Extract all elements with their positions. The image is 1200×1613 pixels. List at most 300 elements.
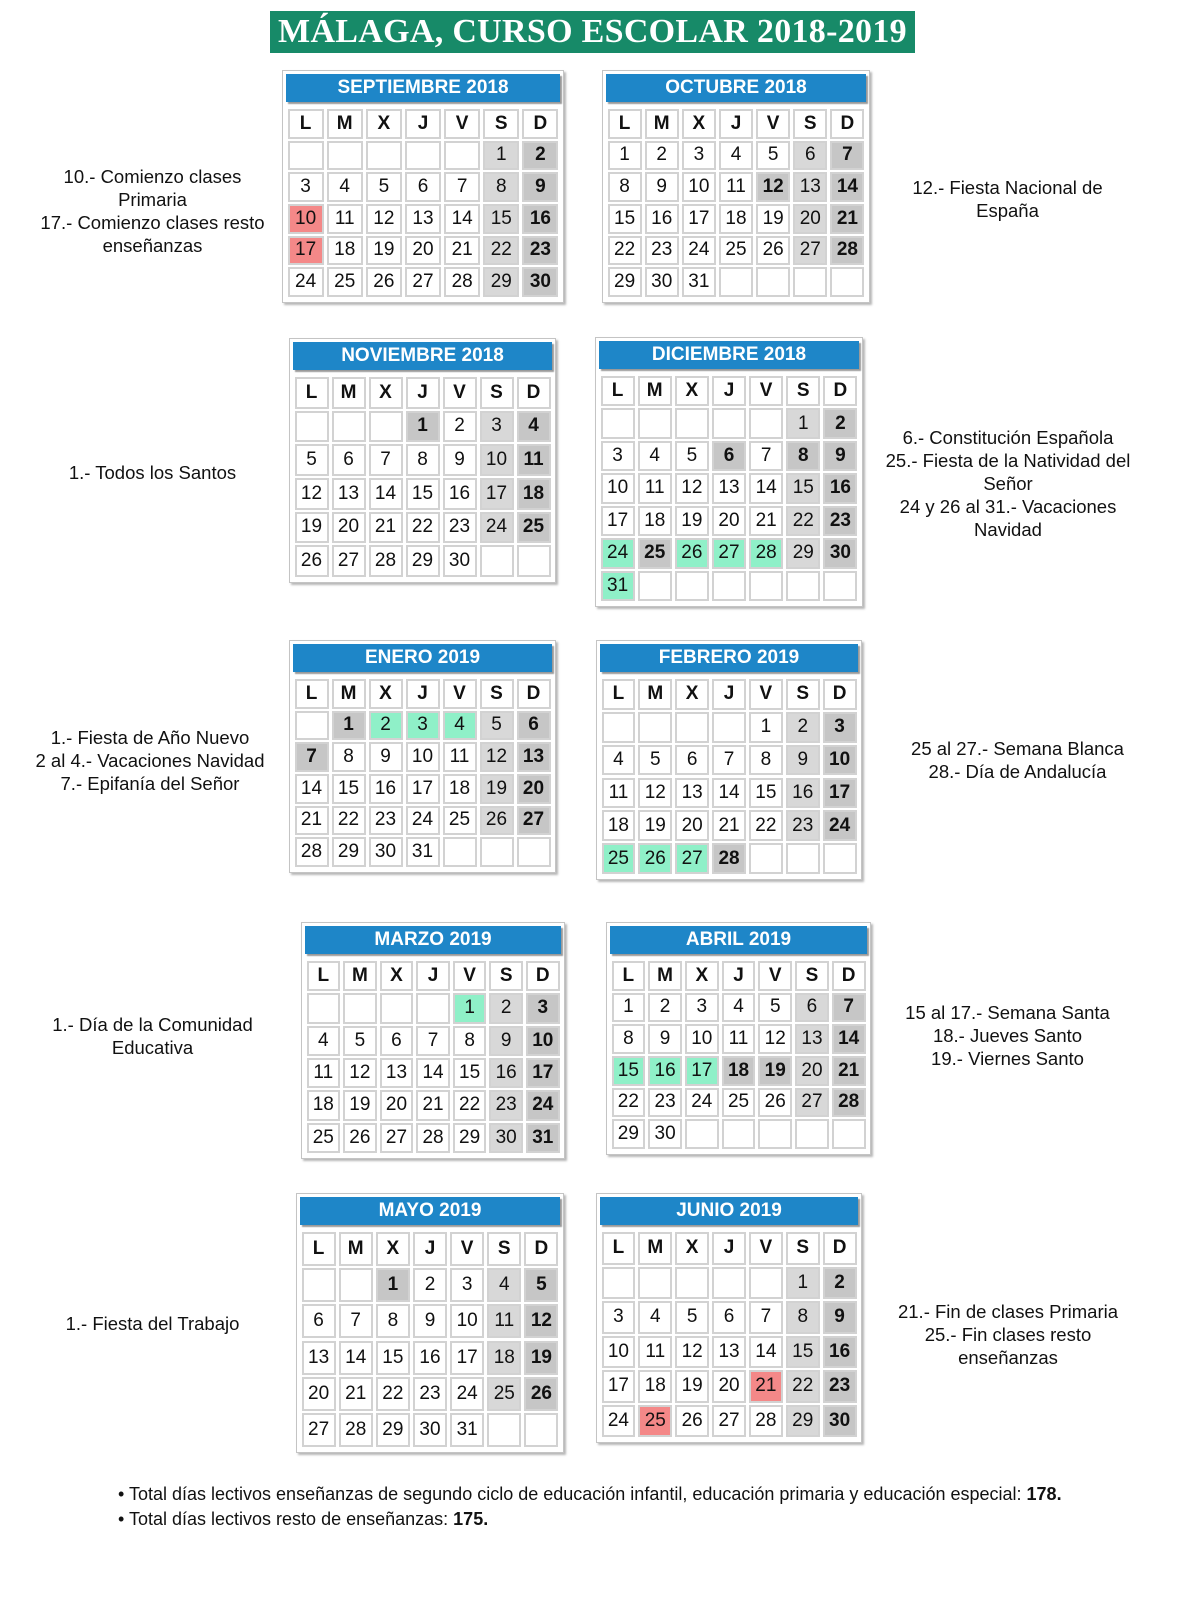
day-cell: 27 [302, 1413, 336, 1447]
day-cell: 8 [332, 742, 366, 772]
day-cell: 7 [416, 1026, 450, 1056]
day-cell: 18 [487, 1341, 521, 1375]
day-cell: 4 [443, 711, 477, 741]
week-row [286, 203, 560, 235]
month-header: SEPTIEMBRE 2018 [286, 74, 560, 102]
weekday-label: S [480, 679, 514, 709]
week-row [300, 1376, 560, 1412]
day-cell: 27 [405, 267, 441, 297]
empty-cell [524, 1413, 558, 1447]
day-cell: 18 [307, 1090, 341, 1120]
weekday-label: X [675, 1232, 709, 1265]
week-row [286, 266, 560, 298]
day-cell: 21 [444, 236, 480, 266]
day-cell: 15 [786, 1336, 820, 1369]
empty-cell [830, 267, 864, 297]
day-cell: 4 [327, 172, 363, 202]
day-cell: 9 [522, 172, 558, 202]
week-row [599, 505, 859, 537]
day-cell: 8 [453, 1026, 487, 1056]
note-line: 18.- Jueves Santo [932, 1025, 1083, 1046]
calendar-november-2018 [289, 338, 556, 583]
day-cell: 3 [823, 712, 857, 743]
day-cell: 6 [380, 1026, 414, 1056]
month-header: ABRIL 2019 [610, 926, 867, 954]
day-cell: 21 [832, 1056, 866, 1086]
weekday-label: J [406, 679, 440, 709]
week-row [599, 407, 859, 439]
day-cell: 2 [648, 993, 682, 1023]
month-header: OCTUBRE 2018 [606, 74, 866, 102]
empty-cell [380, 993, 414, 1023]
day-cell: 3 [480, 411, 514, 443]
day-cell: 29 [453, 1123, 487, 1153]
note-line: 6.- Constitución Española [902, 427, 1114, 448]
day-cell: 18 [638, 1370, 672, 1403]
day-cell: 13 [380, 1058, 414, 1088]
weekday-label: J [712, 376, 746, 406]
day-cell: 7 [749, 1301, 783, 1334]
day-cell: 17 [450, 1341, 484, 1375]
note-line: 1.- Todos los Santos [68, 462, 237, 483]
day-cell: 29 [376, 1413, 410, 1447]
month-header: JUNIO 2019 [600, 1197, 858, 1225]
empty-cell [712, 712, 746, 743]
weekday-label: X [675, 679, 709, 710]
footer-line2-value: 175. [453, 1509, 489, 1529]
day-cell: 16 [645, 204, 679, 234]
day-cell: 4 [638, 1301, 672, 1334]
day-cell: 6 [793, 141, 827, 171]
weekday-label: V [756, 109, 790, 139]
day-cell: 16 [823, 1336, 857, 1369]
day-cell: 13 [517, 742, 551, 772]
empty-cell [675, 1267, 709, 1300]
week-row [305, 1089, 561, 1121]
day-cell: 8 [749, 745, 783, 776]
calendar-september-2018 [282, 70, 564, 303]
day-cell: 7 [832, 993, 866, 1023]
empty-cell [758, 1119, 792, 1149]
day-cell: 9 [443, 444, 477, 476]
day-cell: 11 [638, 473, 672, 503]
day-cell: 15 [376, 1341, 410, 1375]
weekday-label: J [406, 377, 440, 409]
footer-line1-text: • Total días lectivos enseñanzas de segundo ciclo de educación infantil, educación primaria y educación especial: [118, 1484, 1027, 1504]
weekday-label: M [638, 1232, 672, 1265]
day-cell: 24 [480, 512, 514, 544]
day-cell: 5 [758, 993, 792, 1023]
day-cell: 17 [601, 506, 635, 536]
day-cell: 28 [832, 1088, 866, 1118]
day-cell: 29 [612, 1119, 646, 1149]
day-cell: 29 [483, 267, 519, 297]
day-cell: 19 [638, 810, 672, 841]
day-cell: 11 [602, 778, 636, 809]
day-cell: 19 [295, 512, 329, 544]
week-row [300, 1340, 560, 1376]
day-cell: 4 [602, 745, 636, 776]
note-line: Señor [983, 473, 1033, 494]
week-row [293, 511, 552, 545]
page-title: MÁLAGA, CURSO ESCOLAR 2018-2019 [270, 11, 915, 53]
day-cell: 7 [712, 745, 746, 776]
weekday-label: J [719, 109, 753, 139]
day-cell: 11 [487, 1304, 521, 1338]
empty-cell [327, 141, 363, 171]
day-cell: 23 [823, 506, 857, 536]
weekday-label: V [444, 109, 480, 139]
day-cell: 29 [406, 545, 440, 577]
day-cell: 15 [483, 204, 519, 234]
day-cell: 12 [756, 172, 790, 202]
weekday-label: M [638, 679, 672, 710]
week-row [293, 741, 552, 773]
day-cell: 15 [786, 473, 820, 503]
calendar-april-2019 [606, 922, 871, 1155]
weekday-label: L [612, 961, 646, 991]
day-cell: 13 [405, 204, 441, 234]
weekday-row [610, 960, 867, 992]
day-cell: 13 [332, 478, 366, 510]
weekday-row [600, 1231, 858, 1266]
day-cell: 11 [638, 1336, 672, 1369]
day-cell: 18 [719, 204, 753, 234]
week-row [305, 1025, 561, 1057]
weekday-label: V [450, 1232, 484, 1266]
day-cell: 15 [332, 774, 366, 804]
day-cell: 21 [712, 810, 746, 841]
day-cell: 13 [793, 172, 827, 202]
day-cell: 17 [602, 1370, 636, 1403]
day-cell: 14 [295, 774, 329, 804]
footer-line1-value: 178. [1026, 1484, 1062, 1504]
note-line: 24 y 26 al 31.- Vacaciones [899, 496, 1117, 517]
day-cell: 6 [517, 711, 551, 741]
day-cell: 18 [517, 478, 551, 510]
day-cell: 2 [823, 1267, 857, 1300]
empty-cell [795, 1119, 829, 1149]
weekday-label: J [712, 1232, 746, 1265]
weekday-label: J [722, 961, 756, 991]
note-line: 19.- Viernes Santo [931, 1048, 1084, 1069]
week-row [286, 171, 560, 203]
weekday-label: L [602, 1232, 636, 1265]
weekday-row [293, 678, 552, 710]
day-cell: 4 [722, 993, 756, 1023]
day-cell: 1 [332, 711, 366, 741]
note-line: 25.- Fin clases resto [924, 1324, 1092, 1345]
footer-line-resto [118, 1507, 1062, 1532]
day-cell: 31 [406, 837, 440, 867]
weekday-label: D [524, 1232, 558, 1266]
day-cell: 19 [480, 774, 514, 804]
day-cell: 23 [369, 806, 403, 836]
day-cell: 26 [524, 1377, 558, 1411]
week-row [599, 537, 859, 569]
week-row [599, 472, 859, 504]
weekday-label: J [712, 679, 746, 710]
week-row [300, 1412, 560, 1448]
empty-cell [332, 411, 366, 443]
day-cell: 22 [406, 512, 440, 544]
weekday-label: D [517, 377, 551, 409]
day-cell: 1 [608, 141, 642, 171]
weekday-label: X [682, 109, 716, 139]
day-cell: 28 [712, 843, 746, 874]
empty-cell [756, 267, 790, 297]
weekday-label: L [295, 377, 329, 409]
day-cell: 13 [795, 1024, 829, 1054]
empty-cell [307, 993, 341, 1023]
day-cell: 10 [823, 745, 857, 776]
day-cell: 31 [450, 1413, 484, 1447]
day-cell: 17 [682, 204, 716, 234]
day-cell: 25 [443, 806, 477, 836]
day-cell: 12 [343, 1058, 377, 1088]
day-cell: 4 [719, 141, 753, 171]
weekday-label: X [376, 1232, 410, 1266]
note-line: 1.- Fiesta de Año Nuevo [50, 727, 250, 748]
day-cell: 19 [756, 204, 790, 234]
day-cell: 14 [712, 778, 746, 809]
week-row [606, 266, 866, 298]
note-october [880, 176, 1135, 222]
empty-cell [443, 837, 477, 867]
day-cell: 10 [601, 473, 635, 503]
weekday-row [286, 108, 560, 140]
day-cell: 17 [480, 478, 514, 510]
weekday-row [600, 678, 858, 711]
day-cell: 4 [307, 1026, 341, 1056]
day-cell: 3 [685, 993, 719, 1023]
day-cell: 21 [830, 204, 864, 234]
empty-cell [602, 712, 636, 743]
day-cell: 11 [327, 204, 363, 234]
day-cell: 5 [524, 1268, 558, 1302]
day-cell: 23 [489, 1090, 523, 1120]
day-cell: 14 [416, 1058, 450, 1088]
day-cell: 25 [602, 843, 636, 874]
day-cell: 27 [380, 1123, 414, 1153]
day-cell: 2 [443, 411, 477, 443]
weekday-label: D [522, 109, 558, 139]
day-cell: 16 [648, 1056, 682, 1086]
day-cell: 13 [712, 473, 746, 503]
day-cell: 22 [332, 806, 366, 836]
day-cell: 30 [369, 837, 403, 867]
day-cell: 5 [756, 141, 790, 171]
day-cell: 1 [786, 408, 820, 438]
week-row [610, 992, 867, 1024]
weekday-label: X [380, 961, 414, 991]
note-line: 1.- Día de la Comunidad [52, 1014, 253, 1035]
empty-cell [480, 837, 514, 867]
day-cell: 18 [722, 1056, 756, 1086]
day-cell: 22 [749, 810, 783, 841]
empty-cell [638, 1267, 672, 1300]
day-cell: 2 [645, 141, 679, 171]
empty-cell [749, 1267, 783, 1300]
day-cell: 27 [332, 545, 366, 577]
empty-cell [444, 141, 480, 171]
weekday-label: M [638, 376, 672, 406]
note-line: 7.- Epifanía del Señor [60, 773, 240, 794]
day-cell: 27 [795, 1088, 829, 1118]
day-cell: 24 [288, 267, 324, 297]
week-row [606, 140, 866, 172]
empty-cell [517, 545, 551, 577]
day-cell: 9 [489, 1026, 523, 1056]
week-row [300, 1267, 560, 1303]
footer-line2-text: • Total días lectivos resto de enseñanzas: [118, 1509, 454, 1529]
day-cell: 4 [638, 441, 672, 471]
day-cell: 24 [602, 1405, 636, 1438]
calendar-october-2018 [602, 70, 870, 303]
day-cell: 21 [749, 1370, 783, 1403]
day-cell: 22 [786, 1370, 820, 1403]
weekday-label: L [608, 109, 642, 139]
day-cell: 8 [612, 1024, 646, 1054]
day-cell: 12 [675, 473, 709, 503]
empty-cell [712, 408, 746, 438]
weekday-label: M [332, 679, 366, 709]
day-cell: 13 [675, 778, 709, 809]
day-cell: 20 [380, 1090, 414, 1120]
weekday-label: V [443, 377, 477, 409]
day-cell: 28 [444, 267, 480, 297]
day-cell: 24 [601, 538, 635, 568]
day-cell: 2 [489, 993, 523, 1023]
day-cell: 24 [682, 236, 716, 266]
day-cell: 20 [332, 512, 366, 544]
day-cell: 9 [413, 1304, 447, 1338]
day-cell: 11 [722, 1024, 756, 1054]
day-cell: 2 [823, 408, 857, 438]
empty-cell [832, 1119, 866, 1149]
empty-cell [712, 1267, 746, 1300]
day-cell: 9 [823, 441, 857, 471]
day-cell: 2 [786, 712, 820, 743]
empty-cell [638, 571, 672, 601]
month-header: NOVIEMBRE 2018 [293, 342, 552, 370]
weekday-label: L [602, 679, 636, 710]
week-row [599, 570, 859, 602]
day-cell: 5 [675, 441, 709, 471]
day-cell: 5 [480, 711, 514, 741]
week-row [286, 235, 560, 267]
day-cell: 31 [526, 1123, 560, 1153]
day-cell: 16 [823, 473, 857, 503]
week-row [293, 410, 552, 444]
day-cell: 5 [675, 1301, 709, 1334]
day-cell: 30 [413, 1413, 447, 1447]
week-row [293, 836, 552, 868]
day-cell: 6 [795, 993, 829, 1023]
day-cell: 17 [685, 1056, 719, 1086]
calendar-february-2019 [596, 640, 862, 880]
day-cell: 20 [675, 810, 709, 841]
day-cell: 24 [685, 1088, 719, 1118]
day-cell: 28 [369, 545, 403, 577]
month-header: ENERO 2019 [293, 644, 552, 672]
day-cell: 7 [339, 1304, 373, 1338]
day-cell: 29 [608, 267, 642, 297]
empty-cell [749, 408, 783, 438]
day-cell: 22 [453, 1090, 487, 1120]
day-cell: 10 [406, 742, 440, 772]
day-cell: 9 [369, 742, 403, 772]
empty-cell [793, 267, 827, 297]
day-cell: 24 [450, 1377, 484, 1411]
day-cell: 25 [517, 512, 551, 544]
day-cell: 15 [453, 1058, 487, 1088]
day-cell: 15 [612, 1056, 646, 1086]
day-cell: 26 [295, 545, 329, 577]
week-row [293, 773, 552, 805]
day-cell: 11 [719, 172, 753, 202]
week-row [600, 1335, 858, 1370]
day-cell: 7 [295, 742, 329, 772]
weekday-label: L [295, 679, 329, 709]
empty-cell [295, 711, 329, 741]
note-line: 21.- Fin de clases Primaria [897, 1301, 1119, 1322]
note-line: 25 al 27.- Semana Blanca [911, 738, 1124, 759]
day-cell: 8 [608, 172, 642, 202]
week-row [600, 842, 858, 875]
calendar-march-2019 [301, 922, 565, 1159]
day-cell: 16 [369, 774, 403, 804]
day-cell: 22 [608, 236, 642, 266]
day-cell: 1 [376, 1268, 410, 1302]
day-cell: 8 [376, 1304, 410, 1338]
weekday-label: S [480, 377, 514, 409]
day-cell: 14 [832, 1024, 866, 1054]
empty-cell [722, 1119, 756, 1149]
weekday-label: L [601, 376, 635, 406]
note-may [20, 1312, 285, 1335]
note-line: 25.- Fiesta de la Natividad del [885, 450, 1131, 471]
day-cell: 21 [369, 512, 403, 544]
day-cell: 8 [406, 444, 440, 476]
note-line: 12.- Fiesta Nacional de [912, 177, 1103, 198]
day-cell: 27 [793, 236, 827, 266]
day-cell: 30 [823, 1405, 857, 1438]
weekday-label: V [443, 679, 477, 709]
day-cell: 30 [522, 267, 558, 297]
empty-cell [339, 1268, 373, 1302]
note-line: 28.- Día de Andalucía [928, 761, 1107, 782]
day-cell: 14 [749, 1336, 783, 1369]
day-cell: 6 [712, 1301, 746, 1334]
day-cell: 10 [526, 1026, 560, 1056]
weekday-label: J [405, 109, 441, 139]
day-cell: 12 [638, 778, 672, 809]
day-cell: 20 [712, 506, 746, 536]
week-row [600, 777, 858, 810]
day-cell: 19 [524, 1341, 558, 1375]
week-row [606, 203, 866, 235]
day-cell: 16 [786, 778, 820, 809]
day-cell: 18 [638, 506, 672, 536]
day-cell: 16 [489, 1058, 523, 1088]
day-cell: 19 [343, 1090, 377, 1120]
week-row [610, 1087, 867, 1119]
weekday-label: V [453, 961, 487, 991]
day-cell: 8 [786, 441, 820, 471]
weekday-label: V [758, 961, 792, 991]
empty-cell [487, 1413, 521, 1447]
